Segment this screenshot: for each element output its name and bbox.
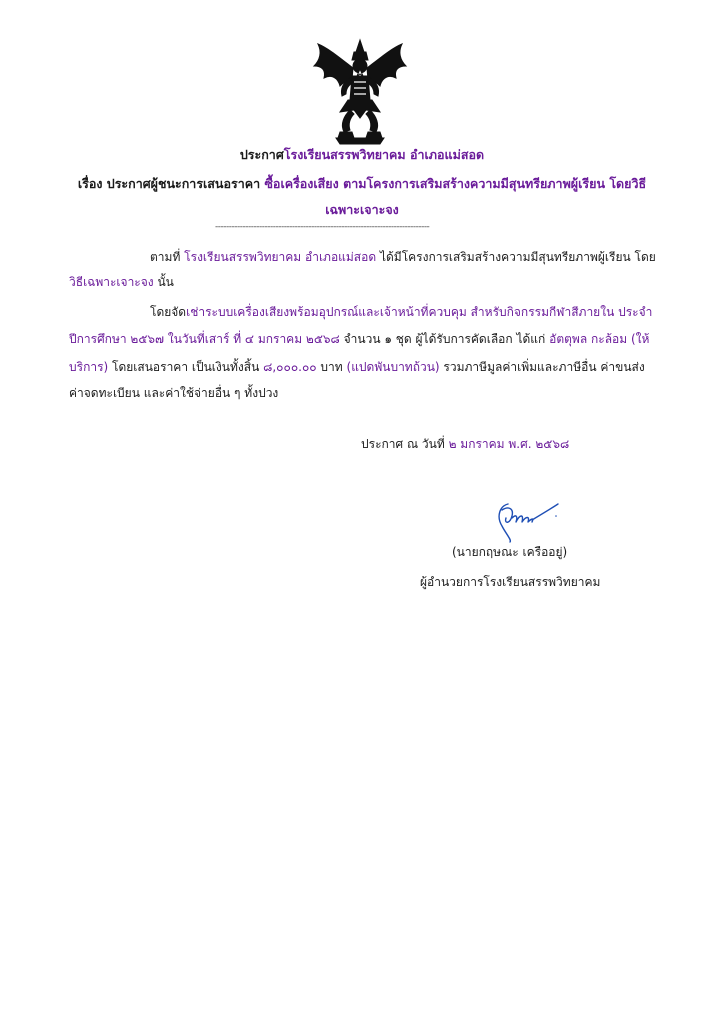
paragraph-2-line-3 — [69, 357, 645, 377]
p2-text-3: โดยเสนอราคา เป็นเงินทั้งสิ้น — [108, 360, 264, 374]
p1-text-end: นั้น — [153, 275, 174, 289]
announcement-subject — [60, 171, 664, 197]
handwritten-signature — [486, 496, 566, 544]
subject-text: ซื้อเครื่องเสียง ตามโครงการเสริมสร้างความมีสุนทรียภาพผู้เรียน โดยวิธี — [264, 176, 647, 191]
paragraph-2-line-2 — [69, 329, 649, 349]
p2-text: โดยจัด — [150, 305, 187, 319]
garuda-emblem-icon — [310, 38, 410, 148]
p2-amount-words: (แปดพันบาทถ้วน) — [346, 360, 440, 374]
p2-currency: บาท — [316, 360, 347, 374]
p2-vendor-name: อัตตุพล กะล้อม (ให้ — [549, 332, 650, 346]
title-prefix: ประกาศ — [239, 147, 284, 162]
p2-text-4: รวมภาษีมูลค่าเพิ่มและภาษีอื่น ค่าขนส่ง — [439, 360, 645, 374]
paragraph-1-line-2 — [69, 272, 174, 292]
signer-title: ผู้อำนวยการโรงเรียนสรรพวิทยาคม — [420, 575, 601, 589]
p1-text-2: ได้มีโครงการเสริมสร้างความมีสุนทรียภาพผู้เรียน โดย — [376, 250, 656, 264]
p2-event-date: ปีการศึกษา ๒๕๖๗ ในวันที่เสาร์ ที่ ๔ มกราคม ๒๕๖๘ — [69, 332, 340, 346]
p2-amount: ๘,๐๐๐.๐๐ — [263, 360, 317, 374]
announcement-date — [361, 434, 569, 454]
announcement-title — [60, 142, 664, 168]
paragraph-1-line-1 — [150, 247, 656, 267]
subject-prefix: เรื่อง ประกาศผู้ชนะการเสนอราคา — [77, 176, 265, 191]
announcement-subject-continued — [60, 197, 664, 223]
p1-school-name: โรงเรียนสรรพวิทยาคม อำเภอแม่สอด — [184, 250, 377, 264]
p1-text: ตามที่ — [150, 250, 185, 264]
p1-method: วิธีเฉพาะเจาะจง — [69, 275, 154, 289]
paragraph-2-line-1 — [150, 302, 652, 322]
p2-item-description: เช่าระบบเครื่องเสียงพร้อมอุปกรณ์และเจ้าหน้าที่ควบคุม สำหรับกิจกรรมกีฬาสีภายใน ประจำ — [186, 305, 653, 319]
p2-vendor-name-end: บริการ) — [69, 360, 109, 374]
subject-text-continued: เฉพาะเจาะจง — [325, 202, 399, 217]
date-value: ๒ มกราคม พ.ศ. ๒๕๖๘ — [448, 437, 570, 451]
signer-name: (นายกฤษณะ เครืออยู่) — [452, 545, 568, 559]
title-school-name: โรงเรียนสรรพวิทยาคม อำเภอแม่สอด — [283, 147, 485, 162]
separator-line: ------------------------------------------------------------------------------ — [215, 222, 430, 232]
date-label: ประกาศ ณ วันที่ — [361, 437, 449, 451]
p2-text-2: จำนวน ๑ ชุด ผู้ได้รับการคัดเลือก ได้แก่ — [339, 332, 550, 346]
paragraph-2-line-4: ค่าจดทะเบียน และค่าใช้จ่ายอื่น ๆ ทั้งปวง — [69, 386, 279, 400]
